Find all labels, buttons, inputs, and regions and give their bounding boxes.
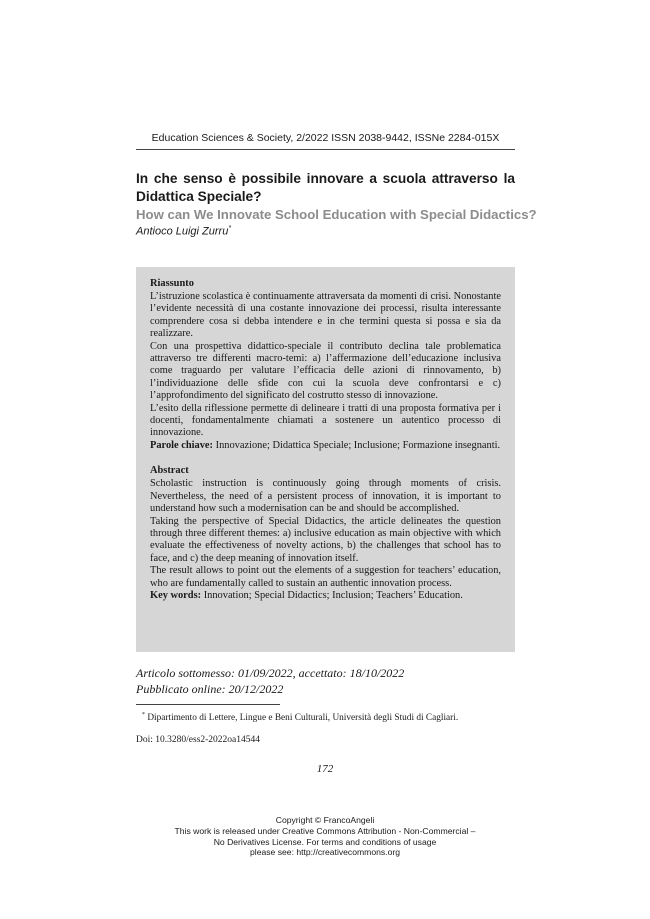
abstract-paragraph: The result allows to point out the elements of a suggestion for teachers’ education, who are fundamentally called to sustain an authentic innovation process. xyxy=(150,565,501,589)
abstract-box xyxy=(136,267,515,652)
keywords-label: Key words: xyxy=(150,589,202,601)
footnote-text: Dipartimento di Lettere, Lingue e Beni Culturali, Università degli Studi di Cagliari. xyxy=(147,713,459,724)
author-footnote-mark: * xyxy=(228,225,232,232)
riassunto-paragraph: Con una prospettiva didattico-speciale il contributo declina tale problematica attraverso tre differenti macro-temi: a) l’affermazione dell’educazione inclusiva come traguardo per valutare l’efficacia delle azioni di rinnovamento, b) l’individuazione delle sfide con cui la scuola deve confrontarsi e c) l’approfondimento del significato del costrutto stesso di innovazione. xyxy=(150,340,501,402)
article-title-english: How can We Innovate School Education with Special Didactics? xyxy=(136,207,537,222)
page-number: 172 xyxy=(316,763,334,775)
abstract-paragraph: Scholastic instruction is continuously going through moments of crisis. Nevertheless, the need of a persistent process of innovation, it is important to understand how such a modernisation can be and should be accomplished. xyxy=(150,478,501,515)
footnote-divider xyxy=(136,704,280,705)
license-link-line[interactable]: please see: http://creativecommons.org xyxy=(250,847,400,858)
submitted-accepted-date: Articolo sottomesso: 01/09/2022, accettato: 18/10/2022 xyxy=(136,666,405,680)
keywords-label: Parole chiave: xyxy=(150,439,213,451)
copyright-line: Copyright © FrancoAngeli xyxy=(275,815,375,825)
submission-dates xyxy=(136,665,404,697)
riassunto-heading: Riassunto xyxy=(150,278,194,289)
copyright-notice xyxy=(0,815,650,858)
author-name: Antioco Luigi Zurru xyxy=(136,225,229,238)
riassunto-paragraph: L’istruzione scolastica è continuamente attraversata da momenti di crisi. Nonostante l’evidente necessità di una costante innovazione dei processi, risulta interessante comprendere cosa si debba intendere e in che termini questa si possa e sia da realizzare. xyxy=(150,291,501,340)
keywords-text: Innovazione; Didattica Speciale; Inclusione; Formazione insegnanti. xyxy=(215,439,501,451)
riassunto-keywords xyxy=(150,440,501,452)
author-line xyxy=(136,225,231,238)
footnote-mark: * xyxy=(142,712,145,718)
doi[interactable]: Doi: 10.3280/ess2-2022oa14544 xyxy=(136,735,261,745)
abstract-heading: Abstract xyxy=(150,465,189,477)
journal-header: Education Sciences & Society, 2/2022 ISSN 2038-9442, ISSNe 2284-015X xyxy=(136,132,515,150)
published-date: Pubblicato online: 20/12/2022 xyxy=(136,682,284,696)
abstract-keywords xyxy=(150,590,501,602)
article-title: In che senso è possibile innovare a scuola attraverso la Didattica Speciale? xyxy=(136,171,515,204)
riassunto-paragraph: L’esito della riflessione permette di delineare i tratti di una proposta formativa per i docenti, fondamentalmente chiamati a sostenere un autentico processo di innovazione. xyxy=(150,402,501,439)
license-line: No Derivatives License. For terms and conditions of usage xyxy=(213,836,437,847)
keywords-text: Innovation; Special Didactics; Inclusion; Teachers’ Education. xyxy=(203,589,463,601)
abstract-paragraph: Taking the perspective of Special Didactics, the article delineates the question through three different themes: a) inclusive education as main objective with which evaluate the effectiveness of novelty actions, b) the challenges that school has to face, and c) the deep meaning of innovation itself. xyxy=(150,515,501,564)
license-line: This work is released under Creative Commons Attribution - Non-Commercial – xyxy=(174,825,476,836)
footnote xyxy=(142,712,458,723)
